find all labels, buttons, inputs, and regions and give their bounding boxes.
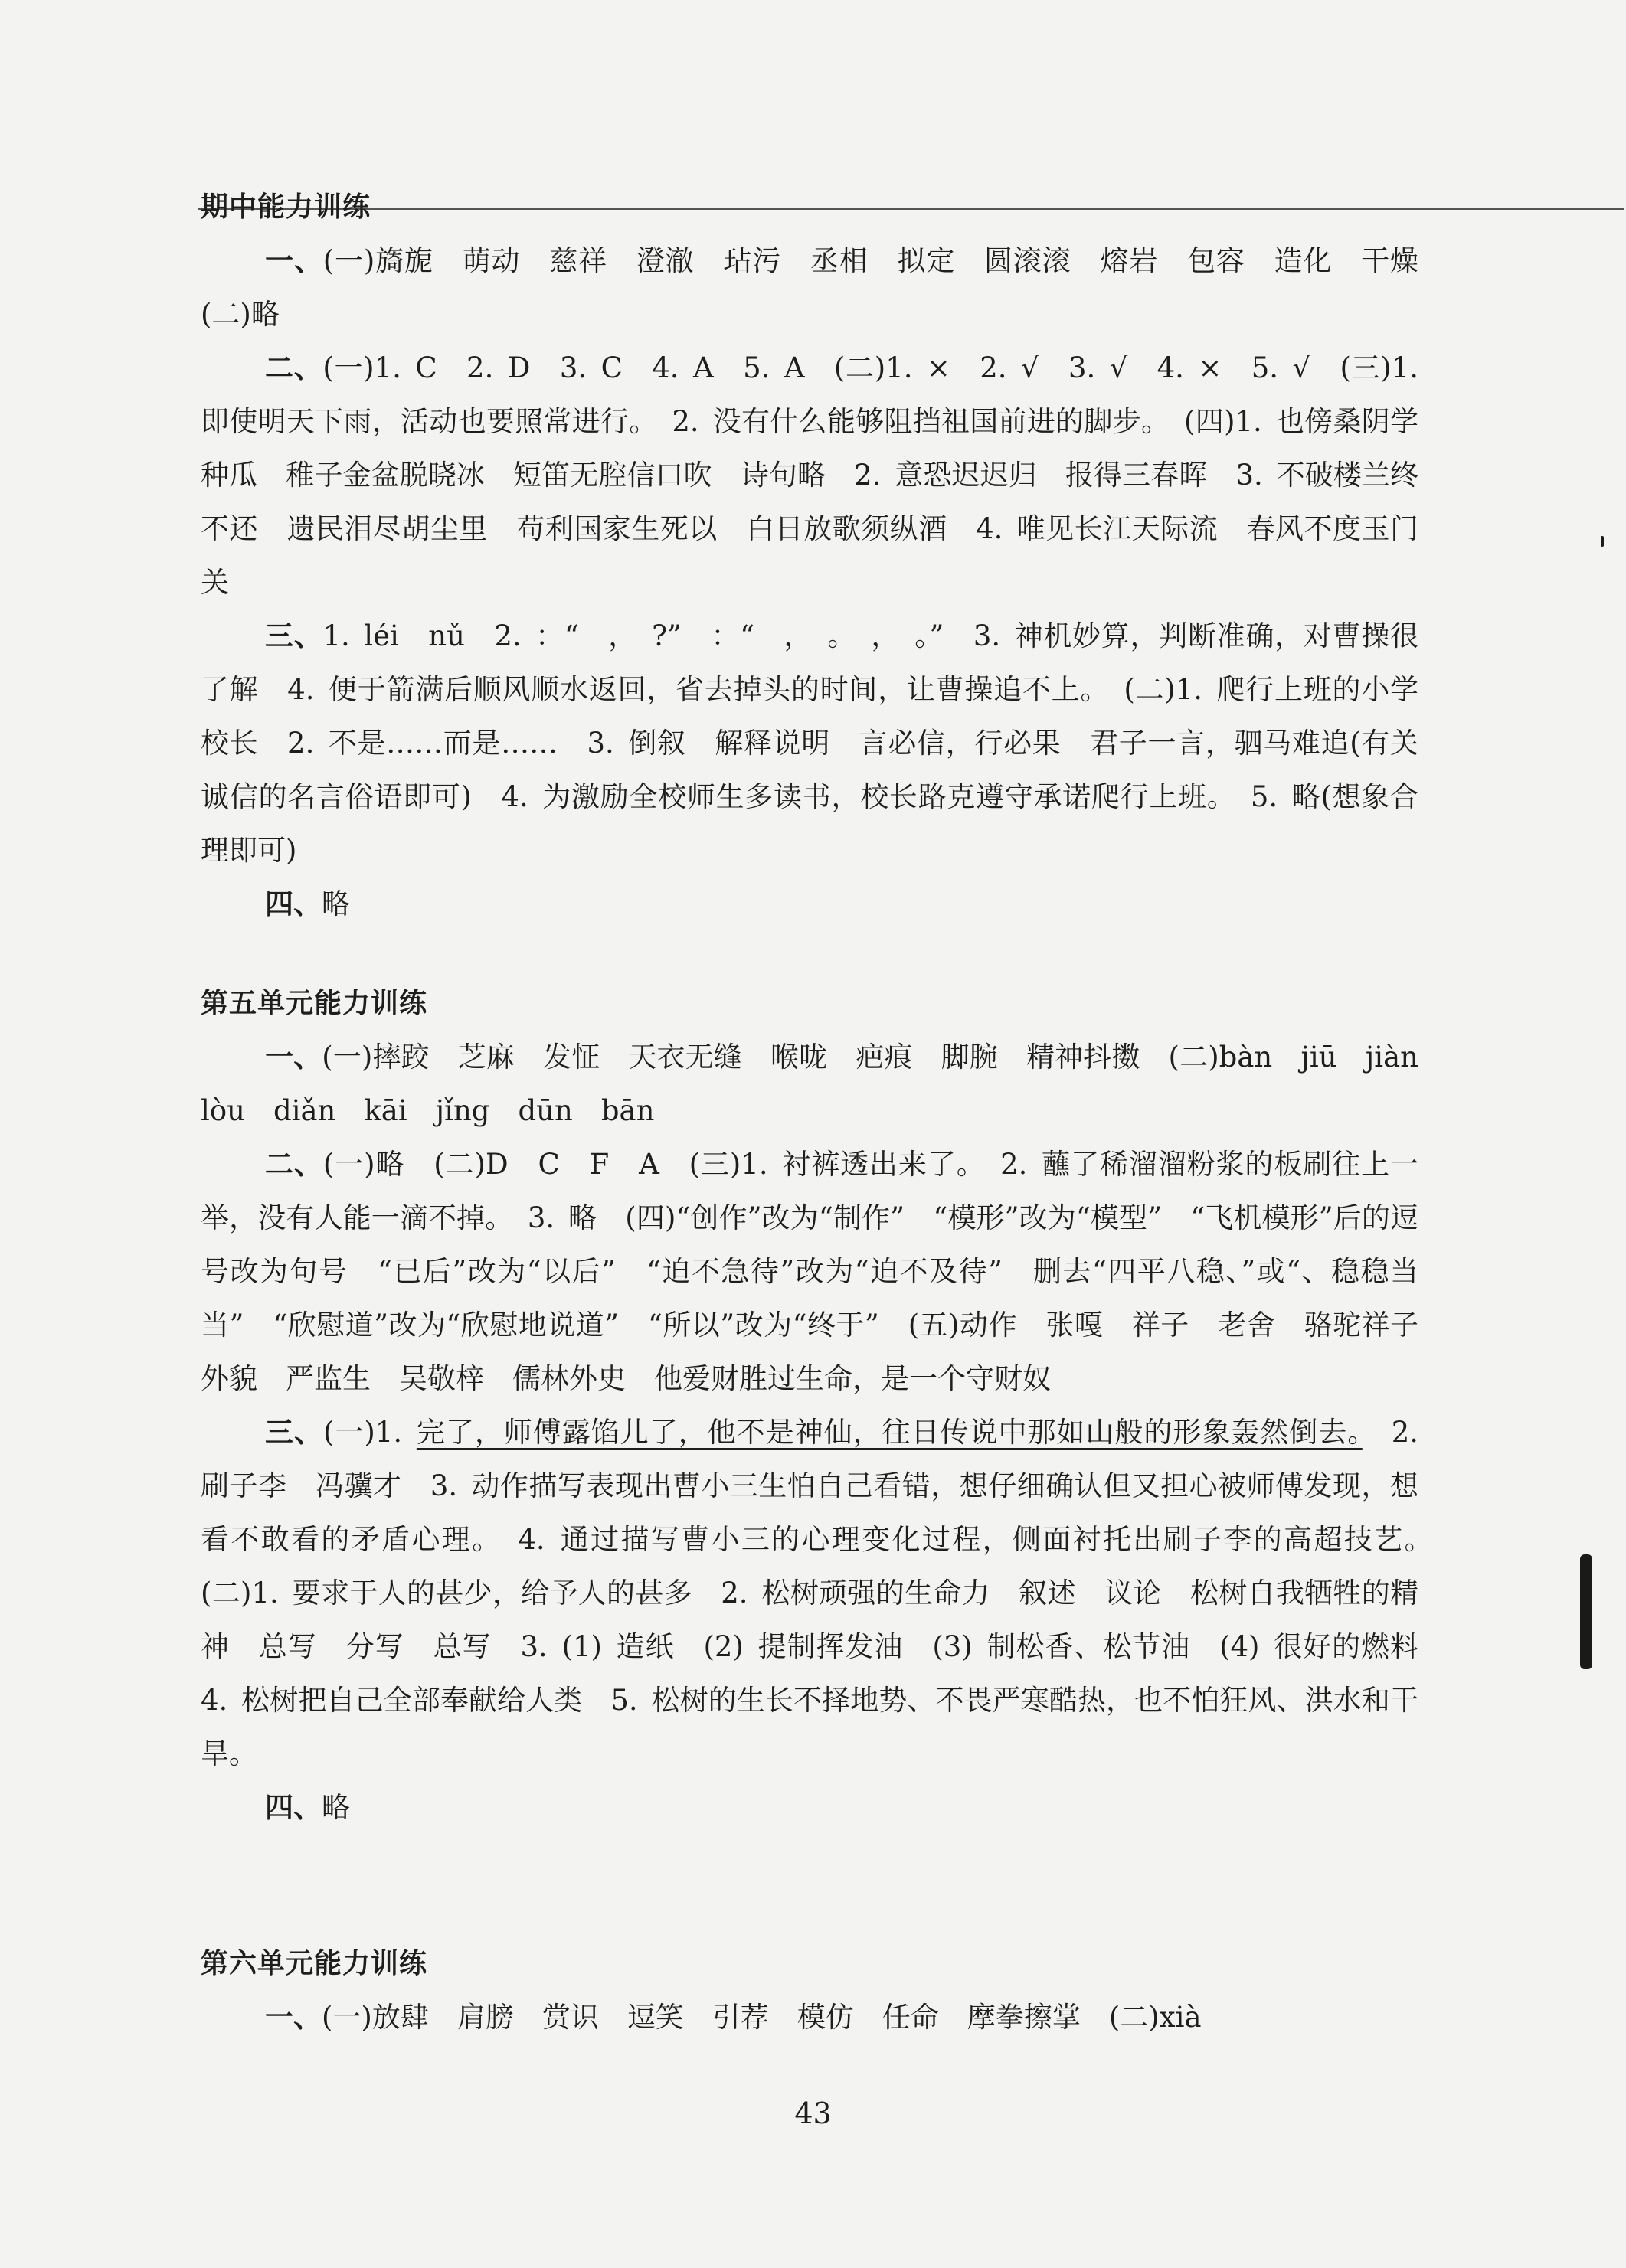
section-title: 期中能力训练 (201, 191, 371, 223)
answer-paragraph: 四、略 (265, 887, 350, 920)
section-title: 第五单元能力训练 (201, 988, 428, 1019)
section-unit-five (201, 977, 1447, 1835)
section-title: 第六单元能力训练 (201, 1948, 428, 1979)
scan-margin-mark (1580, 1554, 1592, 1669)
page-number: 43 (794, 2096, 832, 2130)
answer-paragraph: 三、1. léi nǔ 2. ：“ ， ?” ：“ ， 。 ， 。” 3. 神机妙算，判断准确，对曹操很了解 4. 便于箭满后顺风顺水返回，省去掉头的时间，让曹操追不上。 (二)1. 爬行上班的小学校长 2. 不是……而是…… 3. 倒叙 解释说明 言必信，行必果 君子一言，驷马难追(有关诚信的名言俗语即可) 4. 为激励全校师生多读书，校长路克遵守承诺爬行上班。 5. 略(想象合理即可) (201, 619, 1418, 867)
answer-paragraph: 二、(一)1. C 2. D 3. C 4. A 5. A (二)1. × 2. √ 3. √ 4. × 5. √ (三)1. 即使明天下雨，活动也要照常进行。 2. 没有什么能够阻挡祖国前进的脚步。 (四)1. 也傍桑阴学种瓜 稚子金盆脱晓冰 短笛无腔信口吹 诗句略 2. 意恐迟迟归 报得三春晖 3. 不破楼兰终不还 遗民泪尽胡尘里 苟利国家生死以 白日放歌须纵酒 4. 唯见长江天际流 春风不度玉门关 (201, 351, 1418, 599)
answer-paragraph: 一、(一)摔跤 芝麻 发怔 天衣无缝 喉咙 疤痕 脚腕 精神抖擞 (二)bàn jiū jiàn lòu diǎn kāi jǐng dūn bān (201, 1041, 1447, 1127)
section-midterm (201, 181, 1448, 931)
answer-paragraph: 二、(一)略 (二)D C F A (三)1. 衬裤透出来了。 2. 蘸了稀溜溜粉浆的板刷往上一举，没有人能一滴不掉。 3. 略 (四)“创作”改为“制作” “模形”改为“模型” “飞机模形”后的逗号改为句号 “已后”改为“以后” “迫不急待”改为“迫不及待” 删去“四平八稳、”或“、稳稳当当” “欣慰道”改为“欣慰地说道” “所以”改为“终于” (五)动作 张嘎 祥子 老舍 骆驼祥子 外貌 严监生 吴敬梓 儒林外史 他爱财胜过生命，是一个守财奴 (201, 1148, 1447, 1395)
answer-paragraph: 三、(一)1. 完了，师傅露馅儿了，他不是神仙，往日传说中那如山般的形象轰然倒去。 2. 刷子李 冯骥才 3. 动作描写表现出曹小三生怕自己看错，想仔细确认但又担心被师傅发现，想看不敢看的矛盾心理。 4. 通过描写曹小三的心理变化过程，侧面衬托出刷子李的高超技艺。 (二)1. 要求于人的甚少，给予人的甚多 2. 松树顽强的生命力 叙述 议论 松树自我牺牲的精神 总写 分写 总写 3. (1) 造纸 (2) 提制挥发油 (3) 制松香、松节油 (4) 很好的燃料 4. 松树把自己全部奉献给人类 5. 松树的生长不择地势、不畏严寒酷热，也不怕狂风、洪水和干旱。 (201, 1416, 1447, 1770)
answer-paragraph: 一、(一)放肆 肩膀 赏识 逗笑 引荐 模仿 任命 摩拳擦掌 (二)xià (265, 2001, 1202, 2034)
scan-speck (1601, 536, 1604, 547)
underlined-answer: 完了，师傅露馅儿了，他不是神仙，往日传说中那如山般的形象轰然倒去。 (416, 1416, 1363, 1449)
answer-paragraph: 一、(一)旖旎 萌动 慈祥 澄澈 玷污 丞相 拟定 圆滚滚 熔岩 包容 造化 干燥 (二)略 (201, 244, 1448, 331)
answer-paragraph: 四、略 (265, 1791, 350, 1824)
section-unit-six (201, 1937, 1418, 2044)
